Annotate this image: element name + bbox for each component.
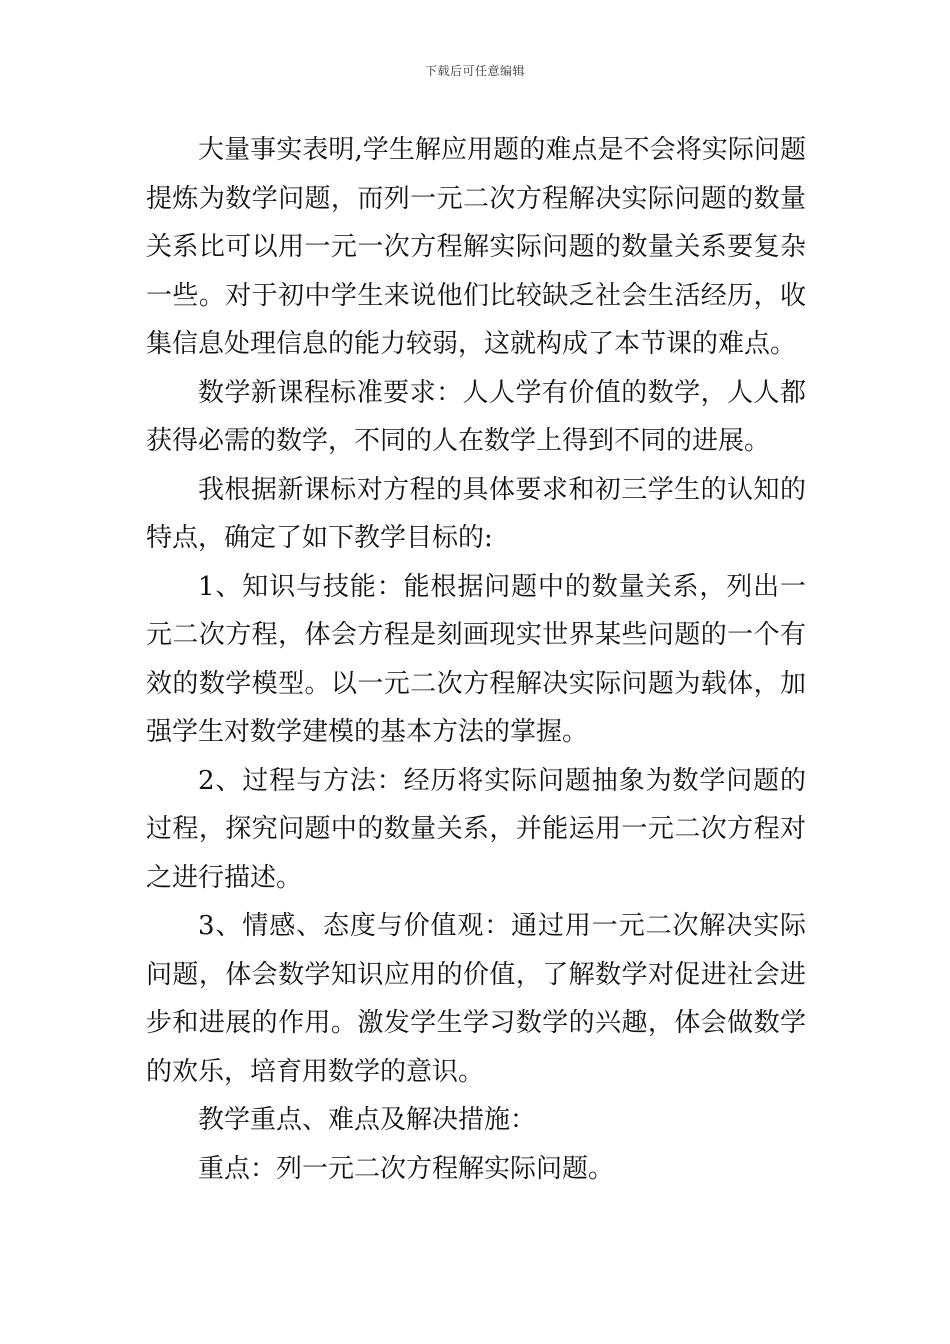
- page-header: 下载后可任意编辑: [424, 64, 525, 78]
- document-body: [146, 126, 806, 1193]
- paragraph-curriculum-standard: 数学新课程标准要求：人人学有价值的数学，人人都获得必需的数学，不同的人在数学上得到不同的进展。: [146, 377, 806, 456]
- paragraph-objective-attitude: 3、情感、态度与价值观：通过用一元二次解决实际问题，体会数学知识应用的价值，了解数学对促进社会进步和进展的作用。激发学生学习数学的兴趣，体会做数学的欢乐，培育用数学的意识。: [146, 911, 806, 1087]
- paragraph-difficulty: 大量事实表明,学生解应用题的难点是不会将实际问题提炼为数学问题，而列一元二次方程解决实际问题的数量关系比可以用一元一次方程解实际问题的数量关系要复杂一些。对于初中学生来说他们比较缺乏社会生活经历，收集信息处理信息的能力较弱，这就构成了本节课的难点。: [146, 135, 806, 359]
- paragraph-objective-knowledge: 1、知识与技能：能根据问题中的数量关系，列出一元二次方程，体会方程是刻画现实世界某些问题的一个有效的数学模型。以一元二次方程解决实际问题为载体，加强学生对数学建模的基本方法的掌握。: [146, 571, 806, 747]
- paragraph-objectives-intro: 我根据新课标对方程的具体要求和初三学生的认知的特点，确定了如下教学目标的:: [146, 474, 806, 553]
- paragraph-key-point: 重点：列一元二次方程解实际问题。: [198, 1153, 615, 1184]
- paragraph-objective-process: 2、过程与方法：经历将实际问题抽象为数学问题的过程，探究问题中的数量关系，并能运用一元二次方程对之进行描述。: [146, 765, 806, 893]
- paragraph-key-points-heading: 教学重点、难点及解决措施：: [198, 1105, 537, 1135]
